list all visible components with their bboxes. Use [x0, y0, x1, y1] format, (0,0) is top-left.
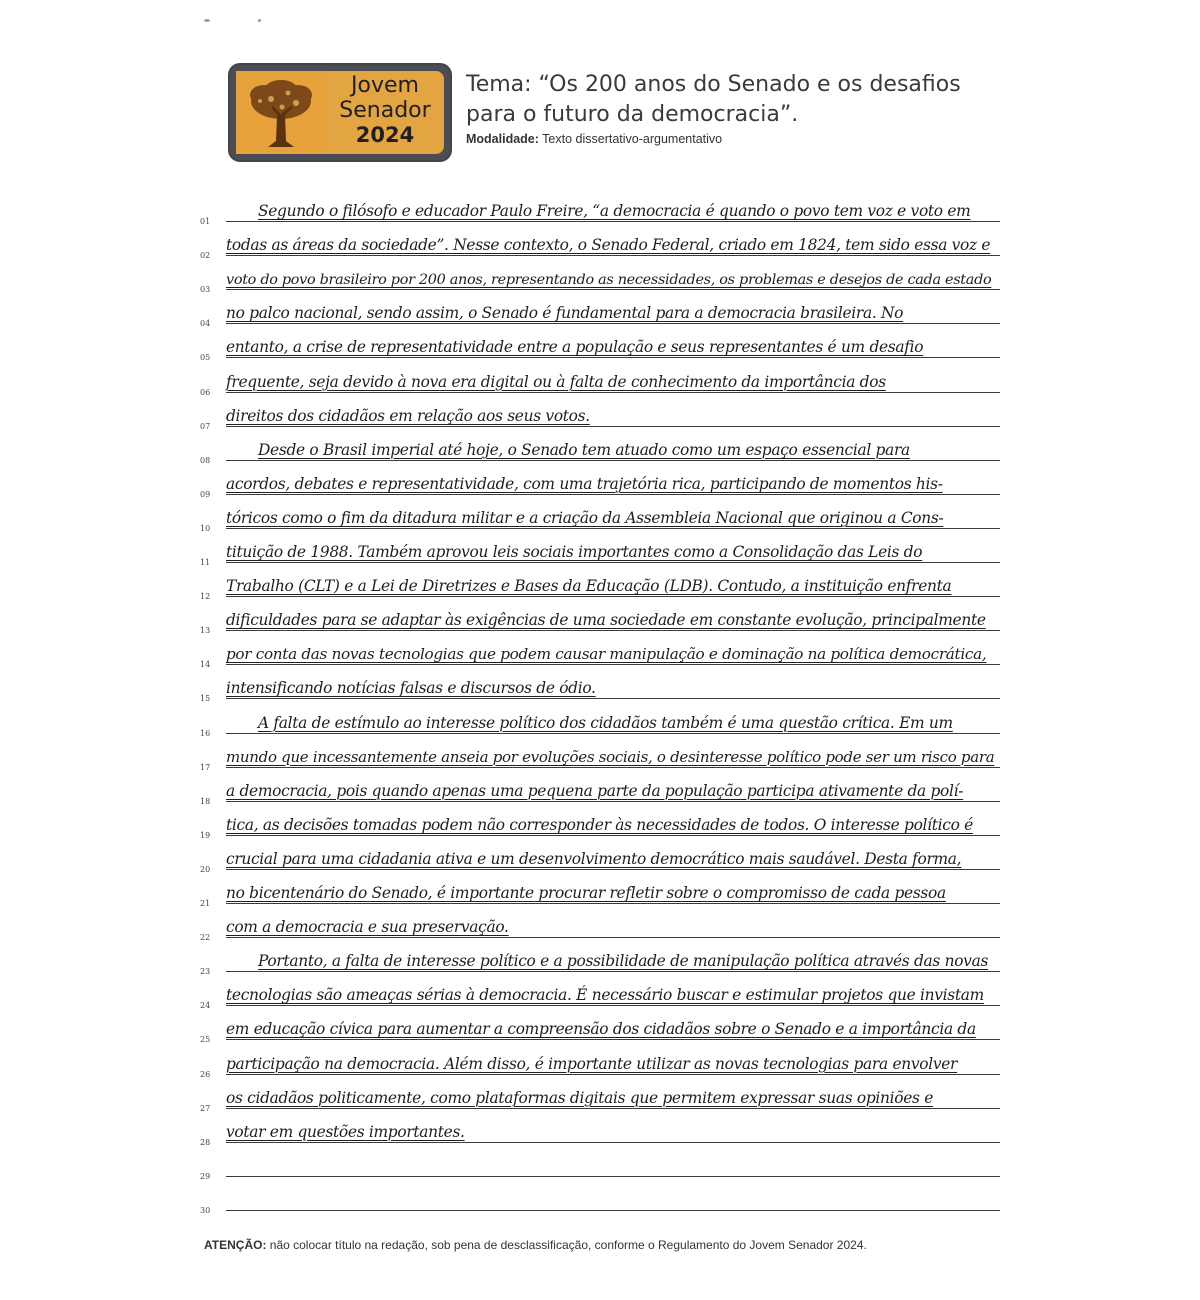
line-rule: [226, 460, 1000, 461]
essay-line: [200, 294, 1000, 328]
essay-line: [200, 976, 1000, 1010]
line-rule: [226, 835, 1000, 836]
line-rule: [226, 767, 1000, 768]
line-rule: [226, 1210, 1000, 1211]
essay-line: [200, 738, 1000, 772]
theme-title: Tema: “Os 200 anos do Senado e os desafios para o futuro da democracia”.: [466, 72, 961, 127]
handwritten-text: A falta de estímulo ao interesse político dos cidadãos também é uma questão crítica. Em um: [258, 713, 953, 732]
scan-speck: [258, 19, 261, 22]
line-number: 29: [200, 1171, 211, 1181]
line-number: 26: [200, 1069, 211, 1079]
handwritten-text: todas as áreas da sociedade”. Nesse contexto, o Senado Federal, criado em 1824, tem sido essa voz e: [226, 236, 991, 255]
handwritten-text: votar em questões importantes.: [226, 1122, 465, 1141]
modality-label: Modalidade:: [466, 132, 539, 146]
handwritten-text: tecnologias são ameaças sérias à democracia. É necessário buscar e estimular projetos que invistam: [226, 986, 984, 1005]
attention-note: [204, 1238, 867, 1252]
line-number: 02: [200, 251, 211, 261]
tree-emblem: [236, 71, 326, 154]
essay-line: [200, 704, 1000, 738]
line-number: 12: [200, 592, 211, 602]
line-rule: [226, 698, 1000, 699]
essay-line: [200, 1010, 1000, 1044]
line-number: 06: [200, 387, 211, 397]
handwritten-text: Desde o Brasil imperial até hoje, o Senado tem atuado como um espaço essencial para: [258, 440, 910, 459]
line-number: 09: [200, 489, 211, 499]
handwritten-text: frequente, seja devido à nova era digital ou à falta de conhecimento da importância dos: [226, 372, 886, 391]
line-rule: [226, 392, 1000, 393]
handwritten-text: com a democracia e sua preservação.: [226, 918, 509, 937]
essay-line: [200, 601, 1000, 635]
essay-line: [200, 874, 1000, 908]
handwritten-text: voto do povo brasileiro por 200 anos, representando as necessidades, os problemas e desejos de cada estado: [226, 272, 992, 289]
handwritten-text: direitos dos cidadãos em relação aos seus votos.: [226, 406, 590, 425]
essay-line: [200, 226, 1000, 260]
handwritten-text: a democracia, pois quando apenas uma pequena parte da população participa ativamente da polí-: [226, 781, 964, 800]
line-rule: [226, 323, 1000, 324]
line-number: 08: [200, 455, 211, 465]
logo-line2: Senador: [339, 98, 431, 123]
essay-line: [200, 772, 1000, 806]
essay-line: [200, 1181, 1000, 1215]
handwritten-text: dificuldades para se adaptar às exigências de uma sociedade em constante evolução, principalmente: [226, 611, 986, 630]
handwritten-text: em educação cívica para aumentar a compreensão dos cidadãos sobre o Senado e a importância da: [226, 1020, 976, 1039]
line-rule: [226, 903, 1000, 904]
line-rule: [226, 494, 1000, 495]
modality-value: Texto dissertativo-argumentativo: [542, 132, 723, 146]
line-rule: [226, 426, 1000, 427]
line-number: 24: [200, 1001, 211, 1011]
tree-icon: [236, 71, 326, 154]
line-rule: [226, 1108, 1000, 1109]
line-rule: [226, 255, 1000, 256]
handwritten-text: acordos, debates e representatividade, com uma trajetória rica, participando de momentos his-: [226, 474, 943, 493]
line-rule: [226, 221, 1000, 222]
line-rule: [226, 357, 1000, 358]
line-number: 27: [200, 1103, 211, 1113]
essay-line: [200, 363, 1000, 397]
line-number: 23: [200, 967, 211, 977]
handwritten-text: tica, as decisões tomadas podem não corresponder às necessidades de todos. O interesse político é: [226, 815, 973, 834]
line-rule: [226, 1005, 1000, 1006]
logo-text: [326, 73, 444, 148]
handwritten-text: entanto, a crise de representatividade entre a população e seus representantes é um desafio: [226, 338, 924, 357]
handwritten-text: mundo que incessantemente anseia por evoluções sociais, o desinteresse político pode ser um risco para: [226, 747, 995, 766]
essay-line: [200, 465, 1000, 499]
line-rule: [226, 664, 1000, 665]
essay-line: [200, 806, 1000, 840]
attention-text: não colocar título na redação, sob pena de desclassificação, conforme o Regulamento do Jovem Senador 2024.: [269, 1238, 867, 1252]
essay-line: [200, 431, 1000, 465]
handwritten-text: os cidadãos politicamente, como plataformas digitais que permitem expressar suas opiniões e: [226, 1088, 934, 1107]
essay-line: [200, 1147, 1000, 1181]
line-number: 13: [200, 626, 211, 636]
line-number: 01: [200, 217, 211, 226]
essay-line: [200, 533, 1000, 567]
line-rule: [226, 1074, 1000, 1075]
handwritten-text: no palco nacional, sendo assim, o Senado é fundamental para a democracia brasileira. No: [226, 304, 904, 323]
line-rule: [226, 289, 1000, 290]
essay-line: [200, 1045, 1000, 1079]
line-number: 19: [200, 830, 211, 840]
line-number: 04: [200, 319, 211, 329]
attention-label: ATENÇÃO:: [204, 1238, 267, 1252]
handwritten-text: Portanto, a falta de interesse político e a possibilidade de manipulação política através das novas: [258, 952, 989, 971]
line-rule: [226, 801, 1000, 802]
line-number: 16: [200, 728, 211, 738]
handwritten-text: Segundo o filósofo e educador Paulo Freire, “a democracia é quando o povo tem voz e voto em: [258, 202, 971, 220]
line-number: 30: [200, 1205, 211, 1215]
essay-line: [200, 260, 1000, 294]
essay-line: [200, 1079, 1000, 1113]
line-rule: [226, 1142, 1000, 1143]
line-number: 10: [200, 523, 211, 533]
line-number: 07: [200, 421, 211, 431]
line-number: 17: [200, 762, 211, 772]
essay-line: [200, 840, 1000, 874]
handwritten-text: tituição de 1988. Também aprovou leis sociais importantes como a Consolidação das Leis do: [226, 543, 923, 561]
line-number: 21: [200, 899, 211, 908]
line-number: 18: [200, 796, 211, 806]
line-rule: [226, 733, 1000, 734]
essay-line: [200, 328, 1000, 362]
line-rule: [226, 869, 1000, 870]
line-number: 03: [200, 285, 211, 295]
line-number: 15: [200, 694, 211, 704]
line-rule: [226, 596, 1000, 597]
handwritten-text: Trabalho (CLT) e a Lei de Diretrizes e Bases da Educação (LDB). Contudo, a instituição enfrenta: [226, 577, 952, 596]
handwritten-text: tóricos como o fim da ditadura militar e a criação da Assembleia Nacional que originou a Cons-: [226, 508, 944, 527]
essay-line: [200, 397, 1000, 431]
line-number: 22: [200, 933, 211, 943]
line-rule: [226, 971, 1000, 972]
line-number: 28: [200, 1137, 211, 1147]
logo-year: 2024: [355, 123, 415, 147]
essay-line: [200, 908, 1000, 942]
handwritten-text: participação na democracia. Além disso, é importante utilizar as novas tecnologias para envolver: [226, 1054, 958, 1073]
essay-line: [200, 942, 1000, 976]
line-number: 11: [200, 558, 211, 567]
scan-speck: [204, 19, 210, 22]
handwritten-text: crucial para uma cidadania ativa e um desenvolvimento democrático mais saudável. Desta forma,: [226, 849, 962, 868]
handwritten-text: por conta das novas tecnologias que podem causar manipulação e dominação na política democrática,: [226, 645, 987, 664]
essay-line: [200, 1113, 1000, 1147]
essay-line: [200, 567, 1000, 601]
essay-line: [200, 669, 1000, 703]
line-rule: [226, 1176, 1000, 1177]
line-rule: [226, 562, 1000, 563]
handwritten-text: intensificando notícias falsas e discursos de ódio.: [226, 679, 596, 698]
handwritten-text: no bicentenário do Senado, é importante procurar refletir sobre o compromisso de cada pessoa: [226, 884, 946, 902]
essay-line: [200, 192, 1000, 226]
jovem-senador-logo: [228, 63, 452, 162]
essay-line: [200, 635, 1000, 669]
line-rule: [226, 528, 1000, 529]
essay-line: [200, 499, 1000, 533]
modality: [466, 132, 722, 146]
line-number: 14: [200, 660, 211, 670]
line-number: 05: [200, 353, 211, 363]
line-rule: [226, 1039, 1000, 1040]
line-rule: [226, 630, 1000, 631]
line-number: 25: [200, 1035, 211, 1045]
line-rule: [226, 937, 1000, 938]
line-number: 20: [200, 864, 211, 874]
logo-line1: Jovem: [351, 73, 419, 98]
